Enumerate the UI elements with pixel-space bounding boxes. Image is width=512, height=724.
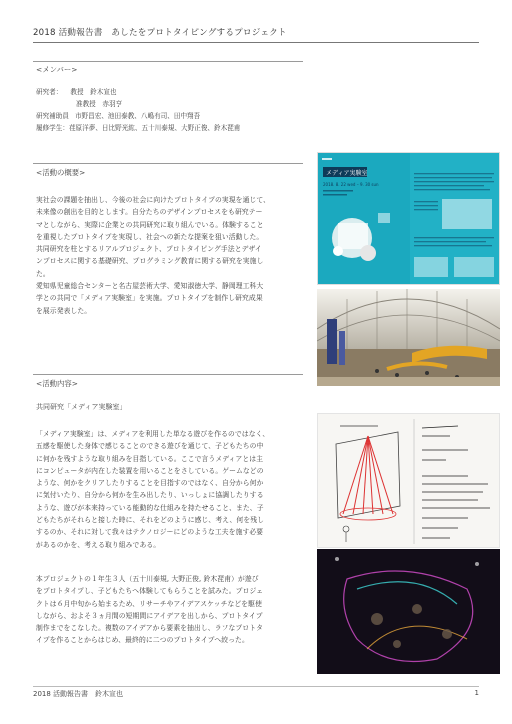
installation-photo <box>317 549 500 674</box>
footer-rule <box>33 686 479 687</box>
atrium-photo <box>317 289 500 386</box>
researcher-row-1: 研究者： 教授 鈴木宣也 <box>36 88 117 96</box>
page-footer <box>33 689 479 699</box>
content-paragraph-2 <box>36 573 308 647</box>
page-number: 1 <box>474 689 479 697</box>
researcher-row-2: 准教授 赤羽亨 <box>76 100 123 108</box>
page-header: 2018 活動報告書 あしたをプロトタイピングするプロジェクト <box>33 28 287 38</box>
members-list <box>36 86 240 134</box>
members-heading: <メンバー> <box>36 65 78 74</box>
poster-title: メディア実験室 <box>326 170 368 177</box>
content-para2-line: しながら、およそ３ヵ月間の短期間にアイデアを出しから、プロトタイプ <box>36 611 263 620</box>
content-para2-line: 本プロジェクトの１年生３人（五十川泰規, 大野正俊, 鈴木琵甫）が遊び <box>36 575 259 583</box>
header-rule <box>33 42 479 43</box>
content-para1-line: 「メディア実験室」は、メディアを利用した単なる遊びを作るのではなく、 <box>36 430 270 438</box>
poster-illustration <box>318 153 500 285</box>
overview-line: 共同研究を柱とするリアルプロジェクト、プロトタイピング手法とデザイ <box>36 245 262 254</box>
installation-illustration <box>317 549 500 674</box>
content-paragraph-1 <box>36 428 308 551</box>
content-para1-line: に気付いたり、自分から何かを生み出したり、いっしょに協調したりする <box>36 491 264 500</box>
overview-heading: <活動の概要> <box>36 168 86 177</box>
idea-sketch-image <box>317 413 500 548</box>
content-para1-line: するのか、それに対して我々はテクノロジーにどのような工夫を施す必要 <box>36 528 264 537</box>
overview-line: た。 <box>36 269 50 278</box>
footer-text: 2018 活動報告書 鈴木宣也 <box>33 690 124 698</box>
poster-image <box>317 152 500 285</box>
sketch-illustration <box>318 414 500 548</box>
content-subtitle: 共同研究「メディア実験室」 <box>36 403 127 411</box>
content-para2-line: 制作までをこなした。複数のアイデアから要素を抽出し、ラフなプロトタ <box>36 624 263 633</box>
poster-date: 2018. 8. 22 wed – 9. 30 sun <box>323 182 379 187</box>
content-para1-line: に何かを残すような取り組みを目指している。ここで言うメディアとは主 <box>36 454 264 463</box>
overview-line: ンプロセスに関する基礎研究、プログラミング教育に関する研究を実施し <box>36 257 264 266</box>
overview-line: 実社会の課題を抽出し、今後の社会に向けたプロトタイプの実現を通じて、 <box>36 196 271 204</box>
content-heading: <活動内容> <box>36 379 78 388</box>
section-rule <box>33 163 303 164</box>
section-rule <box>33 61 303 62</box>
content-para1-line: ような、何かをクリアしたりすることを目指すのではなく、自分から何か <box>36 479 264 488</box>
content-para2-line: をプロトタイプし、子どもたちへ体験してもらうことを試みた。プロジェ <box>36 587 264 596</box>
content-para2-line: イプを作ることからはじめ、最終的に二つのプロトタイプへ絞った。 <box>36 636 249 645</box>
content-para1-line: があるのかを、考える取り組みである。 <box>36 540 161 549</box>
section-rule <box>33 374 303 375</box>
assistants-row: 研究補助員 市野昌宏、池田泰教、八嶋有司、田中翔吾 <box>36 112 201 120</box>
overview-line: 学との共同で「メディア実験室」を実施。プロトタイプを制作し研究成果 <box>36 294 263 303</box>
overview-line: マとしながら、実際に企業との共同研究に取り組んでいる。体験すること <box>36 220 264 229</box>
atrium-illustration <box>317 289 500 386</box>
overview-line: を展示発表した。 <box>36 306 92 315</box>
content-para1-line: どもたちがそれらと接した時に、それをどのように感じ、考え、何を残し <box>36 516 265 525</box>
overview-line: 愛知県児童総合センターと名古屋芸術大学、愛知淑徳大学、静岡理工科大 <box>36 282 264 291</box>
students-row: 履修学生：荏原洋夢、日比野光紘、五十川泰規、大野正俊、鈴木琵甫 <box>36 124 241 132</box>
overview-paragraph <box>36 194 308 317</box>
overview-line: 未来像の創出を目的とします。自分たちのデザインプロセスをも研究テー <box>36 208 263 217</box>
overview-line: を重視したプロトタイプを実現し、社会への新たな提案を狙い活動した。 <box>36 232 264 241</box>
content-para1-line: にコンピュータが内在した装置を用いることをさしている。ゲームなどの <box>36 466 264 475</box>
content-para1-line: 五感を駆使した身体で感じることのできる遊びを通じて、子どもたちの中 <box>36 442 264 451</box>
content-para2-line: クトは６月中旬から始まるため、リサーチやアイデアスケッチなどを駆使 <box>36 599 262 608</box>
content-para1-line: ような、遊びが本来持っている能動的な仕組みを持たせること、また、子 <box>36 503 264 512</box>
